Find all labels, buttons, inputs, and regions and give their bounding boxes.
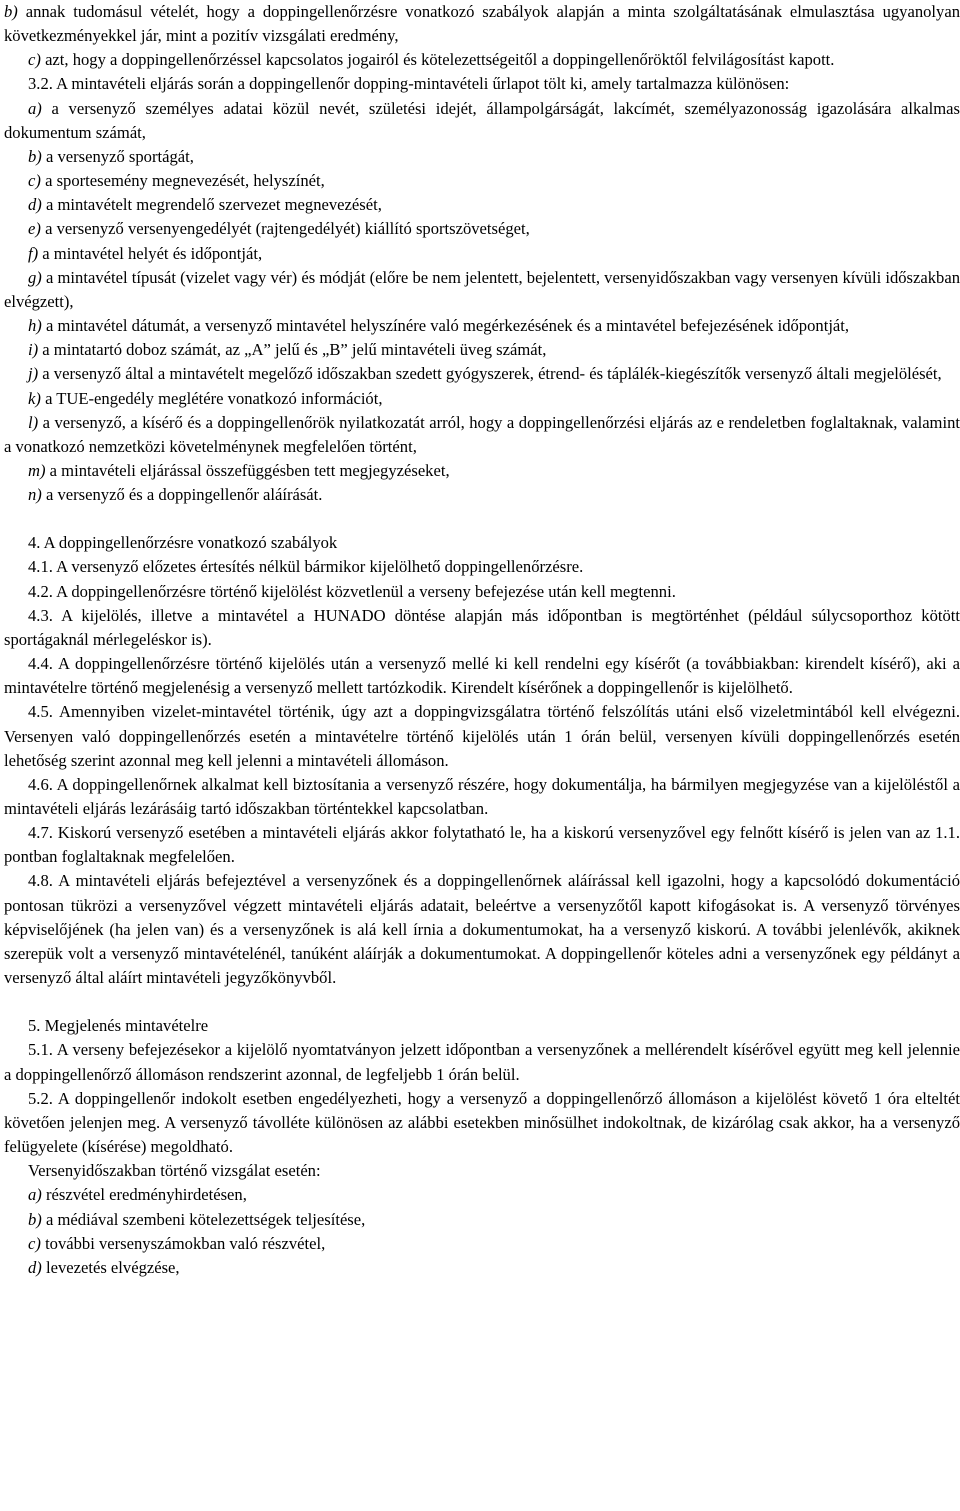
list-item <box>4 169 960 193</box>
paragraph-text: a TUE-engedély meglétére vonatkozó információt, <box>45 388 383 408</box>
item-label: c) <box>28 171 41 191</box>
item-label: l) <box>28 412 39 432</box>
item-label: d) <box>28 195 42 215</box>
paragraph <box>4 604 960 652</box>
paragraph-text: a versenyző által a mintavételt megelőző időszakban szedett gyógyszerek, étrend- és táplálék-kiegészítők versenyző általi megjelölését, <box>42 364 942 384</box>
paragraph-text: 4.3. A kijelölés, illetve a mintavétel a HUNADO döntése alapján más időpontban is megtörténhet (például súlycsoporthoz kötött sportágaknál mérlegeléskor is). <box>4 605 960 649</box>
paragraph-text: 4.6. A doppingellenőrnek alkalmat kell biztosítania a versenyző részére, hogy dokumentálja, ha bármilyen megjegyzése van a kijelöléstől a mintavételi eljárás lezárásáig tartó időszakban történtekkel kapcsolatban. <box>4 774 960 818</box>
list-item <box>4 1183 960 1207</box>
paragraph <box>4 531 960 555</box>
item-label: i) <box>28 340 39 360</box>
paragraph-text: 4.2. A doppingellenőrzésre történő kijelölést közvetlenül a verseny befejezése után kell megtenni. <box>28 581 676 601</box>
item-label: h) <box>28 316 42 336</box>
list-item <box>4 411 960 459</box>
paragraph-text: a mintavételt megrendelő szervezet megnevezését, <box>45 195 382 215</box>
paragraph-text: a mintatartó doboz számát, az „A” jelű és „B” jelű mintavételi üveg számát, <box>42 340 547 360</box>
list-item <box>4 1232 960 1256</box>
item-label: j) <box>28 364 39 384</box>
list-item <box>4 266 960 314</box>
list-item <box>4 145 960 169</box>
paragraph <box>4 1038 960 1086</box>
paragraph-text: 5. Megjelenés mintavételre <box>28 1016 209 1036</box>
item-label: k) <box>28 388 41 408</box>
paragraph <box>4 1014 960 1038</box>
list-item <box>4 338 960 362</box>
item-label: b) <box>28 1209 42 1229</box>
paragraph-gap <box>4 990 960 1014</box>
paragraph-text: a sportesemény megnevezését, helyszínét, <box>45 171 325 191</box>
list-item <box>4 242 960 266</box>
paragraph <box>4 821 960 869</box>
paragraph-text: Versenyidőszakban történő vizsgálat esetén: <box>28 1161 321 1181</box>
paragraph <box>4 700 960 772</box>
list-item <box>4 217 960 241</box>
paragraph <box>4 869 960 990</box>
paragraph-text: a versenyző, a kísérő és a doppingellenőrök nyilatkozatát arról, hogy a doppingellenőrzési eljárás az e rendeletben foglaltaknak, valamint a vonatkozó nemzetközi követelménynek megfelelően történt, <box>4 412 960 456</box>
paragraph-text: a versenyző és a doppingellenőr aláírását. <box>45 485 323 505</box>
item-label: g) <box>28 267 42 287</box>
paragraph-text: a mintavétel helyét és időpontját, <box>42 243 263 263</box>
item-label: a) <box>28 1185 42 1205</box>
list-item <box>4 193 960 217</box>
list-item <box>4 483 960 507</box>
paragraph-text: azt, hogy a doppingellenőrzéssel kapcsolatos jogairól és kötelezettségeitől a doppingellenőröktől felvilágosítást kapott. <box>45 50 835 70</box>
list-item <box>4 387 960 411</box>
list-item <box>4 362 960 386</box>
paragraph-text: további versenyszámokban való részvétel, <box>45 1233 326 1253</box>
paragraph-text: 4.1. A versenyző előzetes értesítés nélkül bármikor kijelölhető doppingellenőrzésre. <box>28 557 584 577</box>
item-label: d) <box>28 1257 42 1277</box>
list-item <box>4 1256 960 1280</box>
paragraph <box>4 652 960 700</box>
paragraph-text: 4.7. Kiskorú versenyző esetében a mintavételi eljárás akkor folytatható le, ha a kiskorú versenyzővel egy felnőtt kísérő is jelen van az 1.1. pontban foglaltaknak megfelelően. <box>4 823 960 867</box>
paragraph-text: 5.2. A doppingellenőr indokolt esetben engedélyezheti, hogy a versenyző a doppingellenőrző állomáson a kijelölést követő 1 óra elteltét követően jelenjen meg. A versenyző távolléte különösen az alábbi esetekben minősülhet indokoltnak, de kizárólag csak akkor, ha a versenyző felügyelete (kísérése) megoldható. <box>4 1088 960 1157</box>
paragraph-text: annak tudomásul vételét, hogy a doppingellenőrzésre vonatkozó szabályok alapján a minta szolgáltatásának elmulasztása ugyanolyan következményekkel jár, mint a pozitív vizsgálati eredmény, <box>4 2 960 46</box>
paragraph-text: 4.8. A mintavételi eljárás befejeztével a versenyzőnek és a doppingellenőrnek aláírással kell igazolni, hogy a kapcsolódó dokumentáció pontosan tükrözi a versenyzővel végzett mintavételi eljárás adatait, beleértve a versenyzőtől kapott kifogásokat is. A versenyző törvényes képviselőjének (ha jelen van) és a versenyzőnek is alá kell írnia a dokumentumokat, ha a versenyző kiskorú. A további jelenlévők, akiknek szerepük volt a versenyző mintavételénél, tanúként aláírják a dokumentumokat. A doppingellenőr köteles adni a versenyzőnek egy példányt a versenyző által aláírt mintavételi jegyzőkönyvből. <box>4 871 960 988</box>
paragraph-text: 4. A doppingellenőrzésre vonatkozó szabályok <box>28 533 338 553</box>
paragraph <box>4 773 960 821</box>
item-label: n) <box>28 485 42 505</box>
paragraph-text: a mintavétel dátumát, a versenyző mintavétel helyszínére való megérkezésének és a mintavétel befejezésének időpontját, <box>45 316 850 336</box>
paragraph <box>4 1087 960 1159</box>
item-label: b) <box>4 2 18 21</box>
paragraph-text: 4.5. Amennyiben vizelet-mintavétel történik, úgy azt a doppingvizsgálatra történő felszólítás utáni első vizeletmintából kell elvégezni. Versenyen való doppingellenőrzés esetén a mintavételre történő kijelölés után 1 órán belül, versenyen kívüli doppingellenőrzés esetén lehetőség szerint azonnal meg kell jelenni a mintavételi állomáson. <box>4 702 960 770</box>
paragraph-text: a mintavételi eljárással összefüggésben tett megjegyzéseket, <box>49 460 450 480</box>
paragraph-text: a versenyző sportágát, <box>45 146 194 166</box>
list-item <box>4 48 960 72</box>
paragraph-text: a mintavétel típusát (vizelet vagy vér) és módját (előre be nem jelentett, bejelentett, versenyidőszakban vagy versenyen kívüli időszakban elvégzett), <box>4 267 960 311</box>
item-label: m) <box>28 460 46 480</box>
item-label: c) <box>28 1233 41 1253</box>
paragraph-text: levezetés elvégzése, <box>45 1257 180 1277</box>
item-label: f) <box>28 243 39 263</box>
paragraph-gap <box>4 507 960 531</box>
list-item <box>4 314 960 338</box>
list-item <box>4 459 960 483</box>
paragraph <box>4 580 960 604</box>
paragraph-text: 4.4. A doppingellenőrzésre történő kijelölés után a versenyző mellé ki kell rendelni egy kísérőt (a továbbiakban: kirendelt kísérő), aki a mintavételre történő megjelenésig a versenyző mellett tartózkodik. Kirendelt kísérőnek a doppingellenőr is kijelölhető. <box>4 654 960 698</box>
paragraph <box>4 555 960 579</box>
item-label: b) <box>28 146 42 166</box>
paragraph-text: 3.2. A mintavételi eljárás során a doppingellenőr dopping-mintavételi űrlapot tölt ki, amely tartalmazza különösen: <box>28 74 790 94</box>
list-item <box>4 1208 960 1232</box>
paragraph <box>4 1159 960 1183</box>
paragraph-text: részvétel eredményhirdetésen, <box>45 1185 247 1205</box>
paragraph-text: 5.1. A verseny befejezésekor a kijelölő nyomtatványon jelzett időpontban a versenyzőnek a mellérendelt kísérővel együtt meg kell jelennie a doppingellenőrző állomáson rendszerint azonnal, de legfeljebb 1 órán belül. <box>4 1040 960 1084</box>
item-label: e) <box>28 219 41 239</box>
list-item <box>4 97 960 145</box>
paragraph <box>4 72 960 96</box>
paragraph-text: a versenyző személyes adatai közül nevét, születési idejét, állampolgárságát, lakcímét, személyazonosság igazolására alkalmas dokumentum számát, <box>4 98 960 142</box>
paragraph-text: a versenyző versenyengedélyét (rajtengedélyét) kiállító sportszövetséget, <box>45 219 530 239</box>
list-item <box>4 0 960 48</box>
item-label: a) <box>28 98 42 118</box>
item-label: c) <box>28 50 41 70</box>
paragraph-text: a médiával szembeni kötelezettségek teljesítése, <box>45 1209 366 1229</box>
